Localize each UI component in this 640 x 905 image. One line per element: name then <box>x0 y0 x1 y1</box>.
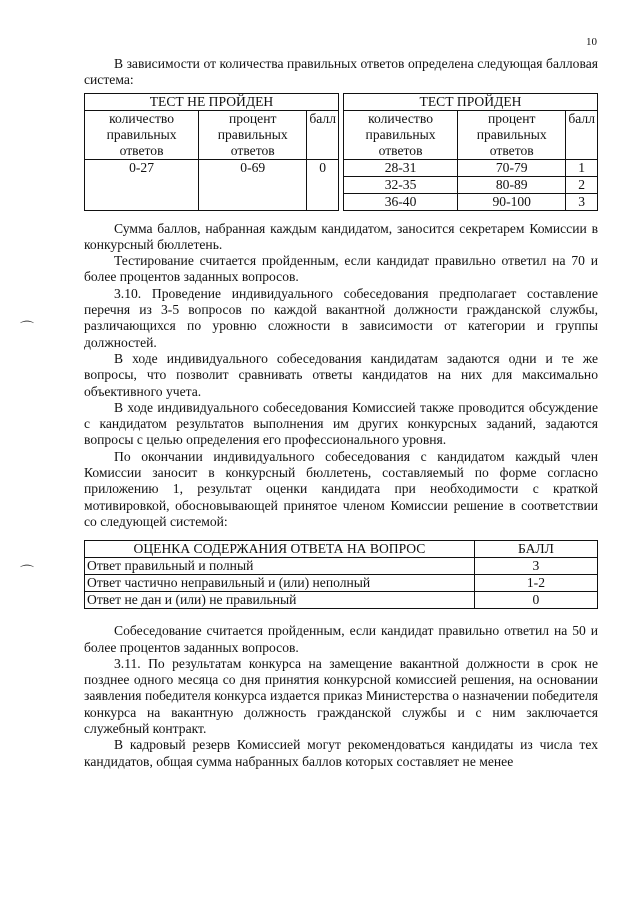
margin-mark: ⌒ <box>20 322 34 337</box>
paragraph: В кадровый резерв Комиссией могут рекомендоваться кандидаты из числа тех кандидатов, общая сумма набранных баллов которых составляет не менее <box>84 737 598 769</box>
document-body <box>84 56 598 770</box>
paragraph: В ходе индивидуального собеседования Комиссией также проводится обсуждение с кандидатом результатов выполнения им других конкурсных заданий, задаются вопросы с целью определения его профессионального уровня. <box>84 399 598 448</box>
column-header: процент правильных ответов <box>199 110 307 159</box>
column-header: количество правильных ответов <box>85 110 199 159</box>
score-header: БАЛЛ <box>474 541 597 558</box>
table-cell: 28-31 <box>343 159 457 176</box>
table-cell: Ответ частично неправильный и (или) неполный <box>85 575 475 592</box>
failed-header: ТЕСТ НЕ ПРОЙДЕН <box>85 93 339 110</box>
table-cell: 3 <box>566 193 598 210</box>
table-cell: 70-79 <box>458 159 566 176</box>
table-cell: 1 <box>566 159 598 176</box>
assessment-header: ОЦЕНКА СОДЕРЖАНИЯ ОТВЕТА НА ВОПРОС <box>85 541 475 558</box>
paragraph: Сумма баллов, набранная каждым кандидатом, заносится секретарем Комиссии в конкурсный бюллетень. <box>84 220 598 252</box>
table-cell: 0-69 <box>199 159 307 210</box>
table-cell: 32-35 <box>343 176 457 193</box>
table-cell: 1-2 <box>474 575 597 592</box>
paragraph: Собеседование считается пройденным, если кандидат правильно ответил на 50 и более процентов заданных вопросов. <box>84 623 598 655</box>
column-header: количество правильных ответов <box>343 110 457 159</box>
table-cell: 2 <box>566 176 598 193</box>
paragraph: В ходе индивидуального собеседования кандидатам задаются одни и те же вопросы, что позволит сравнивать ответы кандидатов на них для максимально объективного учета. <box>84 350 598 399</box>
margin-mark: ⌒ <box>20 566 34 581</box>
table-cell: 0 <box>307 159 339 210</box>
table-cell: 3 <box>474 558 597 575</box>
intro-paragraph: В зависимости от количества правильных ответов определена следующая балловая система: <box>84 56 598 88</box>
table-cell: Ответ не дан и (или) не правильный <box>85 592 475 609</box>
paragraph: Тестирование считается пройденным, если кандидат правильно ответил на 70 и более процентов заданных вопросов. <box>84 253 598 285</box>
passed-header: ТЕСТ ПРОЙДЕН <box>343 93 597 110</box>
paragraph: По окончании индивидуального собеседования с кандидатом каждый член Комиссии заносит в конкурсный бюллетень, составляемый по форме согласно приложению 1, результат оценки кандидата при необходимости с краткой мотивировкой, обосновывающей принятое членом Комиссии решение в соответствии со следующей системой: <box>84 448 598 529</box>
table-cell: 80-89 <box>458 176 566 193</box>
table-cell: 0 <box>474 592 597 609</box>
paragraph: 3.11. По результатам конкурса на замещение вакантной должности в срок не позднее одного месяца со дня принятия конкурсной комиссией решения, на основании заявления победителя конкурса издается приказ Министерства о назначении победителя конкурса на вакантную должность гражданской службы и с ним заключается служебный контракт. <box>84 655 598 737</box>
paragraph: 3.10. Проведение индивидуального собеседования предполагает составление перечня из 3-5 вопросов по каждой вакантной должности гражданской службы, различающихся по уровню сложности в зависимости от категории и группы должностей. <box>84 285 598 350</box>
table-cell: Ответ правильный и полный <box>85 558 475 575</box>
table-cell: 0-27 <box>85 159 199 210</box>
test-score-table <box>84 93 598 211</box>
column-header: балл <box>307 110 339 159</box>
column-header: балл <box>566 110 598 159</box>
page-number: 10 <box>586 36 597 48</box>
table-cell: 36-40 <box>343 193 457 210</box>
answer-score-table <box>84 540 598 609</box>
table-cell: 90-100 <box>458 193 566 210</box>
column-header: процент правильных ответов <box>458 110 566 159</box>
